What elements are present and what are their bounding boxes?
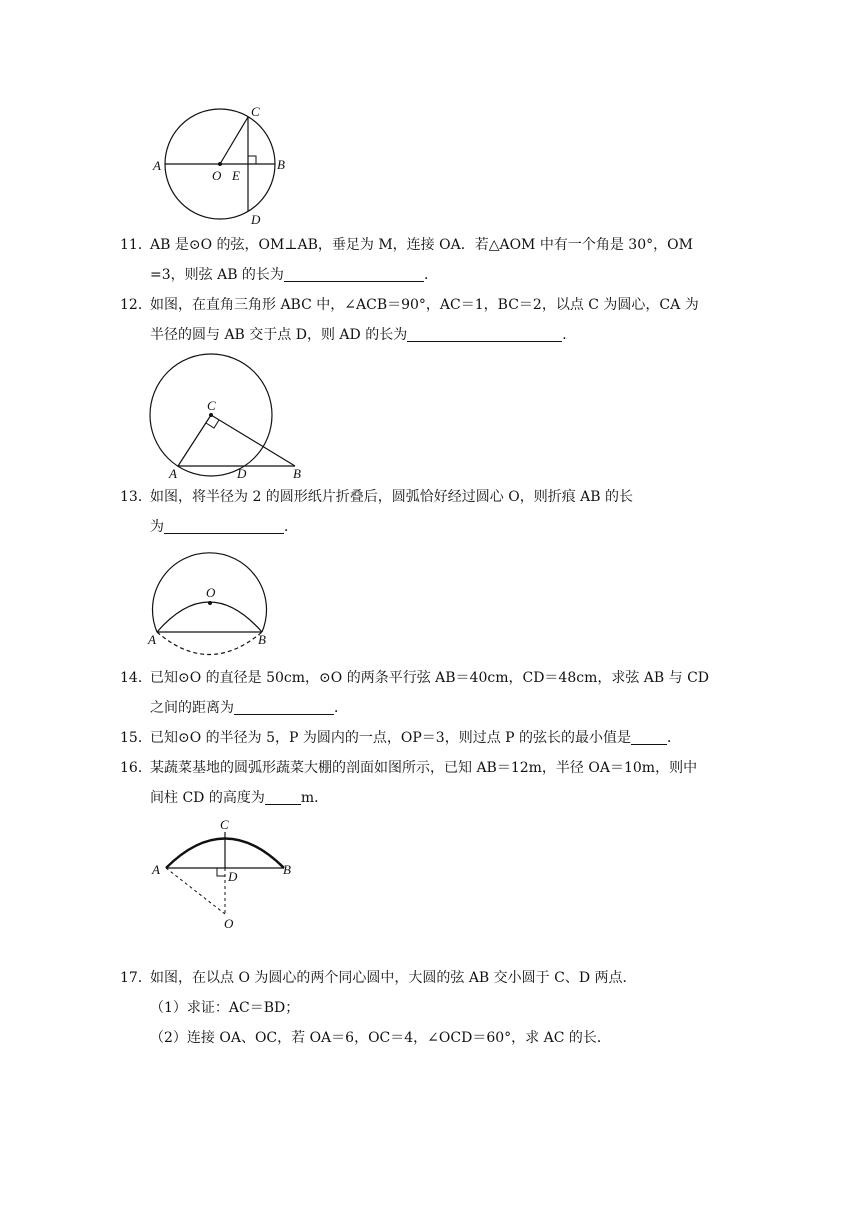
label-c: C: [251, 104, 260, 119]
answer-blank[interactable]: [265, 788, 301, 805]
right-angle-mark: [248, 156, 256, 164]
question-number: 13．: [120, 489, 152, 505]
question-17-part-2: （2）连接 OA、OC，若 OA＝6，OC＝4，∠OCD＝60°，求 AC 的长．: [150, 1030, 611, 1046]
label-b: B: [277, 157, 285, 172]
center-dot: [208, 601, 212, 605]
right-angle-mark: [217, 868, 225, 876]
question-text: 之间的距离为: [150, 700, 234, 716]
figure-right-triangle-circle: [145, 350, 315, 480]
label-c: C: [220, 817, 229, 832]
question-end: ．: [284, 519, 298, 535]
question-12: [120, 290, 732, 350]
question-number: 15．: [120, 730, 152, 746]
answer-blank[interactable]: [164, 517, 284, 534]
side-cb: [211, 415, 295, 466]
question-14: [120, 663, 732, 723]
figure-circle-chord: [150, 98, 300, 228]
question-text: AB 是⊙O 的弦，OM⊥AB，垂足为 M，连接 OA．若△AOM 中有一个角是 30°，OM: [150, 237, 693, 253]
label-d: D: [237, 466, 247, 481]
question-13: [120, 482, 732, 542]
question-17-part-1: （1）求证：AC＝BD；: [150, 1000, 300, 1016]
answer-blank[interactable]: [234, 698, 334, 715]
question-text: 如图，在直角三角形 ABC 中，∠ACB＝90°，AC＝1，BC＝2，以点 C 为圆心，CA 为: [150, 297, 699, 313]
label-d: D: [251, 212, 261, 227]
question-text: 半径的圆与 AB 交于点 D，则 AD 的长为: [150, 327, 408, 343]
label-b: B: [258, 632, 266, 647]
question-number: 14．: [120, 670, 152, 686]
lower-arc-dashed: [157, 632, 262, 655]
question-end: m．: [300, 790, 329, 806]
question-end: ．: [334, 700, 348, 716]
question-text: 已知⊙O 的半径为 5，P 为圆内的一点，OP＝3，则过点 P 的弦长的最小值是: [150, 730, 632, 746]
label-a: A: [152, 862, 160, 877]
answer-blank[interactable]: [631, 728, 667, 745]
question-16: [120, 753, 732, 813]
question-end: ．: [423, 267, 438, 283]
question-end: ．: [667, 730, 682, 746]
label-o: O: [206, 585, 216, 600]
label-o: O: [224, 916, 234, 931]
vertex-c-dot: [209, 413, 213, 417]
label-b: B: [283, 862, 291, 877]
side-ca: [178, 415, 211, 466]
radius-oc: [220, 117, 248, 164]
right-angle-mark: [206, 420, 219, 428]
question-end: ．: [562, 327, 577, 343]
question-text: 如图，将半径为 2 的圆形纸片折叠后，圆弧恰好经过圆心 O，则折痕 AB 的长: [150, 489, 634, 505]
center-dot: [218, 162, 222, 166]
question-17: [120, 963, 732, 993]
label-o: O: [212, 168, 222, 183]
question-text: =3，则弦 AB 的长为: [150, 267, 284, 283]
figure-greenhouse-arc: [150, 814, 310, 934]
question-text: 已知⊙O 的直径是 50cm，⊙O 的两条平行弦 AB＝40cm，CD＝48cm，求弦 AB 与 CD: [150, 670, 710, 686]
label-b: B: [293, 466, 301, 481]
question-11: [120, 230, 732, 290]
question-text: 某蔬菜基地的圆弧形蔬菜大棚的剖面如图所示，已知 AB＝12m，半径 OA＝10m，则中: [150, 760, 698, 776]
label-a: A: [153, 158, 161, 173]
figure-folded-circle: [145, 547, 285, 657]
answer-blank[interactable]: [407, 325, 562, 342]
label-a: A: [148, 632, 156, 647]
label-a: A: [169, 466, 177, 481]
question-number: 17．: [120, 970, 152, 986]
label-e: E: [232, 168, 240, 183]
label-d: D: [228, 869, 238, 884]
dashed-oa: [166, 868, 225, 914]
folded-arc: [157, 602, 262, 632]
question-text: 间柱 CD 的高度为: [150, 790, 265, 806]
label-c: C: [207, 398, 216, 413]
answer-blank[interactable]: [284, 265, 424, 282]
question-text: 如图，在以点 O 为圆心的两个同心圆中，大圆的弦 AB 交小圆于 C、D 两点．: [150, 970, 637, 986]
question-15: [120, 723, 732, 753]
question-number: 16．: [120, 760, 152, 776]
question-number: 11．: [120, 237, 152, 253]
question-text: 为: [150, 519, 164, 535]
question-number: 12．: [120, 297, 152, 313]
